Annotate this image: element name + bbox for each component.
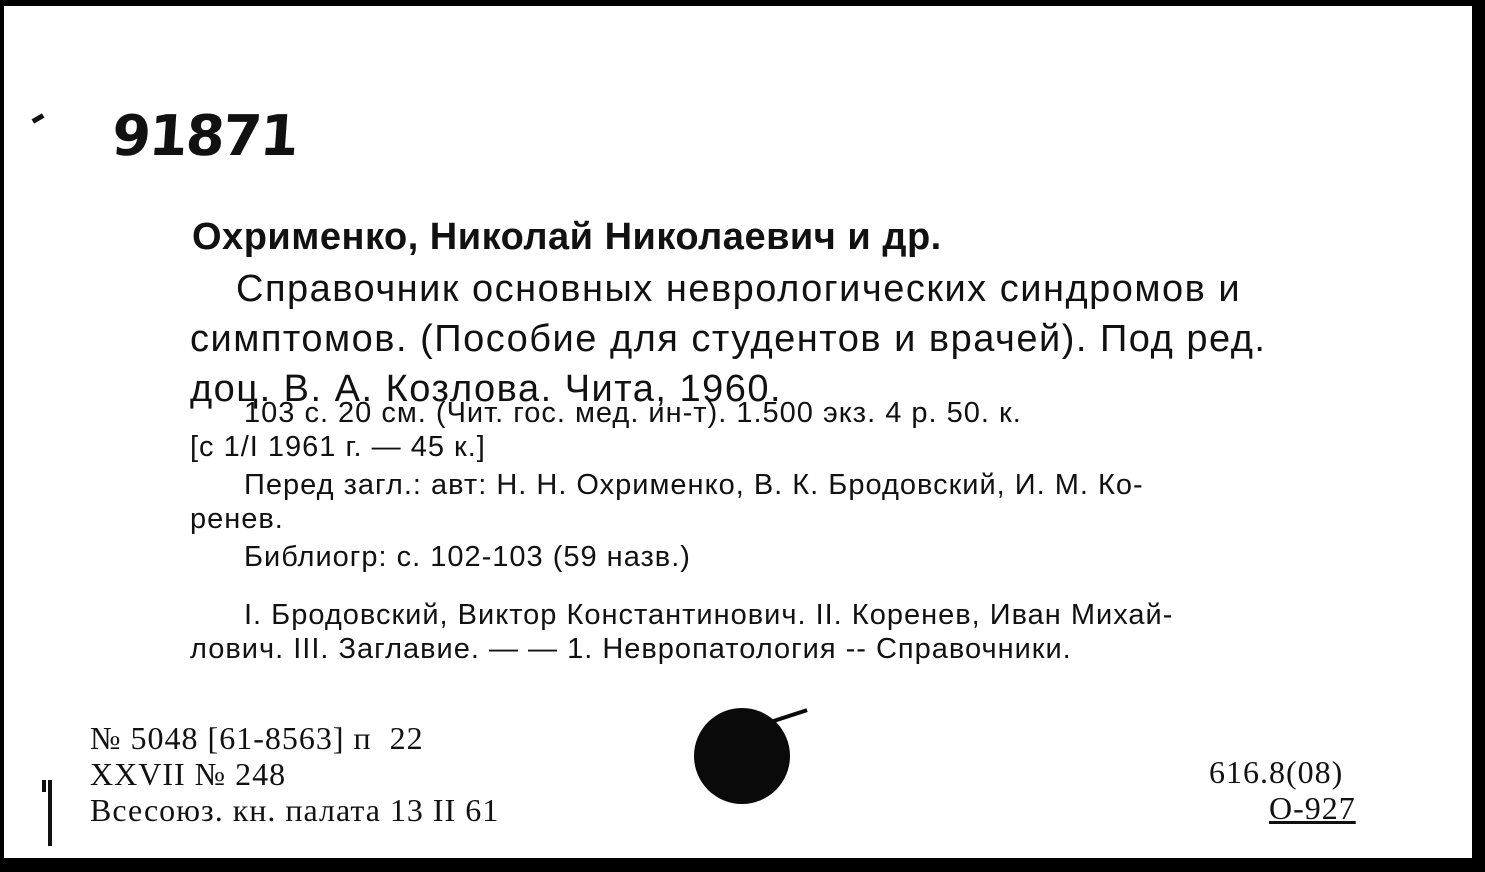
collation-line: [с 1/I 1961 г. — 45 к.] [190,431,486,463]
collation [190,396,1355,464]
chamber-imprint: Всесоюз. кн. палата 13 II 61 [90,792,500,828]
classification-block [1209,754,1356,826]
bibliography-line: Библиогр: с. 102-103 (59 назв.) [244,541,691,573]
card-top-edge [4,4,1478,6]
card-right-edge [1472,4,1478,866]
order-number: № 5048 [61-8563] п 22 [90,720,424,756]
accession-number: 91871 [109,104,300,169]
note-line: Перед загл.: авт: Н. Н. Охрименко, В. К. Бродовский, И. М. Ко- [244,469,1144,501]
margin-mark [42,780,46,792]
tracing-line: лович. III. Заглавие. — — 1. Невропатология -- Справочники. [190,633,1072,665]
authors-note [190,468,1355,536]
punch-hole-tear [770,708,807,724]
author-heading: Охрименко, Николай Николаевич и др. [192,216,942,258]
pencil-mark [32,113,45,123]
tracings [190,598,1355,666]
printing-info [90,720,499,828]
collation-line: 103 с. 20 см. (Чит. гос. мед. ин-т). 1.500 экз. 4 р. 50. к. [244,397,1022,429]
note-line: ренев. [190,503,284,535]
bibliography-note [190,540,1355,574]
catalog-card [4,4,1478,866]
card-bottom-edge [4,858,1478,866]
title-statement [190,264,1365,414]
tracing-line: I. Бродовский, Виктор Константинович. II. Коренев, Иван Михай- [244,599,1174,631]
margin-mark [48,780,52,846]
title-line: доц. В. А. Козлова. Чита, 1960. [190,368,783,410]
cutter-number: О-927 [1269,790,1356,826]
title-line: симптомов. (Пособие для студентов и врачей). Под ред. [190,318,1267,360]
title-line: Справочник основных неврологических синдромов и [236,268,1242,310]
series-number: XXVII № 248 [90,756,287,792]
classification-number: 616.8(08) [1209,754,1344,790]
